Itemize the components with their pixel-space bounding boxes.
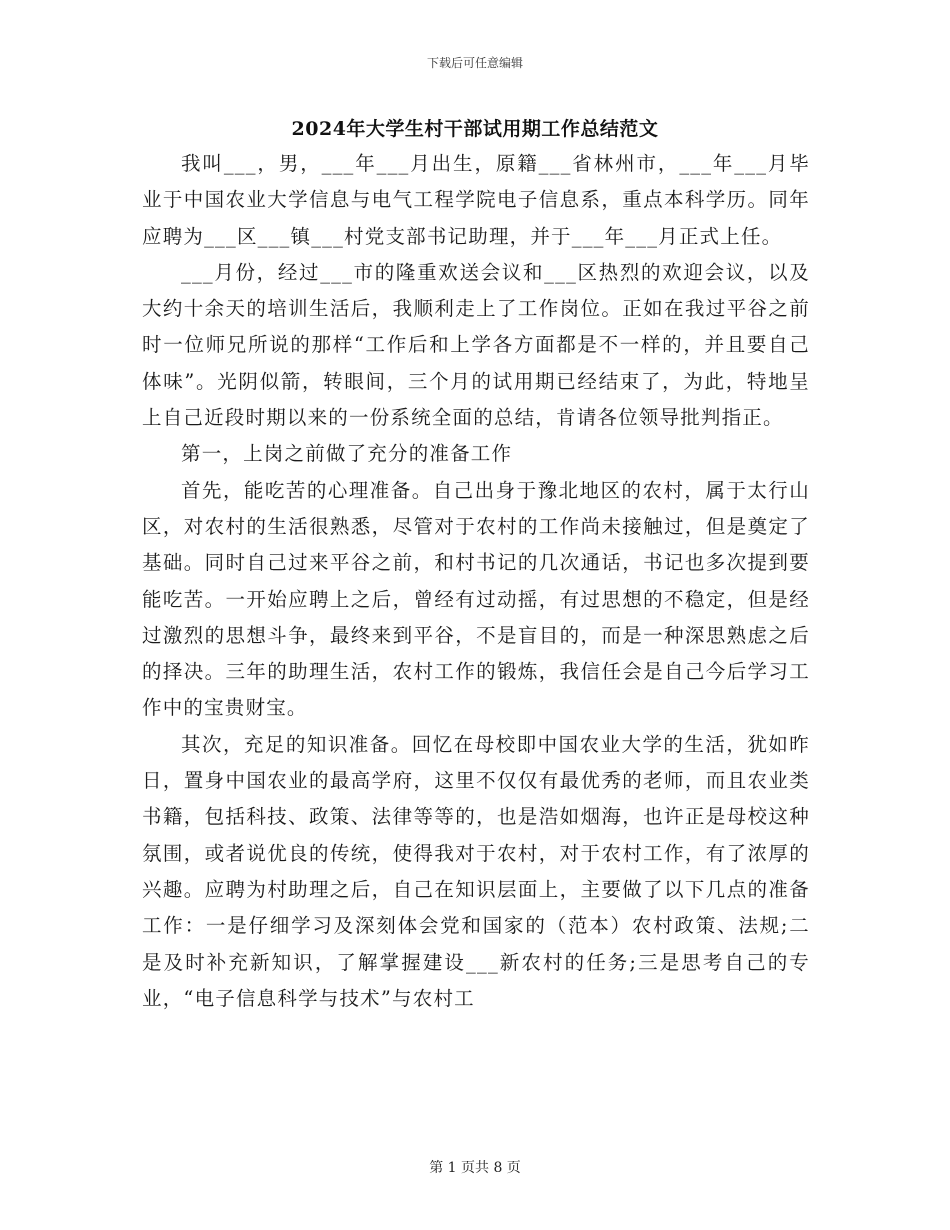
page-number: 第 1 页共 8 页: [429, 1160, 521, 1176]
paragraph-intro: 我叫___，男，___年___月出生，原籍___省林州市，___年___月毕业于中国农业大学信息与电气工程学院电子信息系，重点本科学历。同年应聘为___区___镇___村党支部书记助理，并于___年___月正式上任。: [142, 152, 810, 248]
paragraph-knowledge-preparation: 其次，充足的知识准备。回忆在母校即中国农业大学的生活，犹如昨日，置身中国农业的最高学府，这里不仅仅有最优秀的老师，而且农业类书籍，包括科技、政策、法律等等的，也是浩如烟海，也许正是母校这种氛围，或者说优良的传统，使得我对于农村，对于农村工作，有了浓厚的兴趣。应聘为村助理之后，自己在知识层面上，主要做了以下几点的准备工作：一是仔细学习及深刻体会党和国家的（范本）农村政策、法规;二是及时补充新知识，了解掌握建设___新农村的任务;三是思考自己的专业，“电子信息科学与技术”与农村工: [142, 732, 810, 1010]
paragraph-arrival: ___月份，经过___市的隆重欢送会议和___区热烈的欢迎会议，以及大约十余天的培训生活后，我顺利走上了工作岗位。正如在我过平谷之前时一位师兄所说的那样“工作后和上学各方面都是不一样的，并且要自己体味”。光阴似箭，转眼间，三个月的试用期已经结束了，为此，特地呈上自己近段时期以来的一份系统全面的总结，肯请各位领导批判指正。: [142, 260, 810, 430]
document-title: 2024年大学生村干部试用期工作总结范文: [291, 118, 659, 140]
document-body: [142, 146, 810, 1017]
section-heading-preparation: 第一，上岗之前做了充分的准备工作: [181, 442, 513, 466]
header-note: 下载后可任意编辑: [426, 56, 523, 70]
paragraph-mental-preparation: 首先，能吃苦的心理准备。自己出身于豫北地区的农村，属于太行山区，对农村的生活很熟悉，尽管对于农村的工作尚未接触过，但是奠定了基础。同时自己过来平谷之前，和村书记的几次通话，书记也多次提到要能吃苦。一开始应聘上之后，曾经有过动摇，有过思想的不稳定，但是经过激烈的思想斗争，最终来到平谷，不是盲目的，而是一种深思熟虑之后的择决。三年的助理生活，农村工作的锻炼，我信任会是自己今后学习工作中的宝贵财宝。: [142, 478, 810, 720]
